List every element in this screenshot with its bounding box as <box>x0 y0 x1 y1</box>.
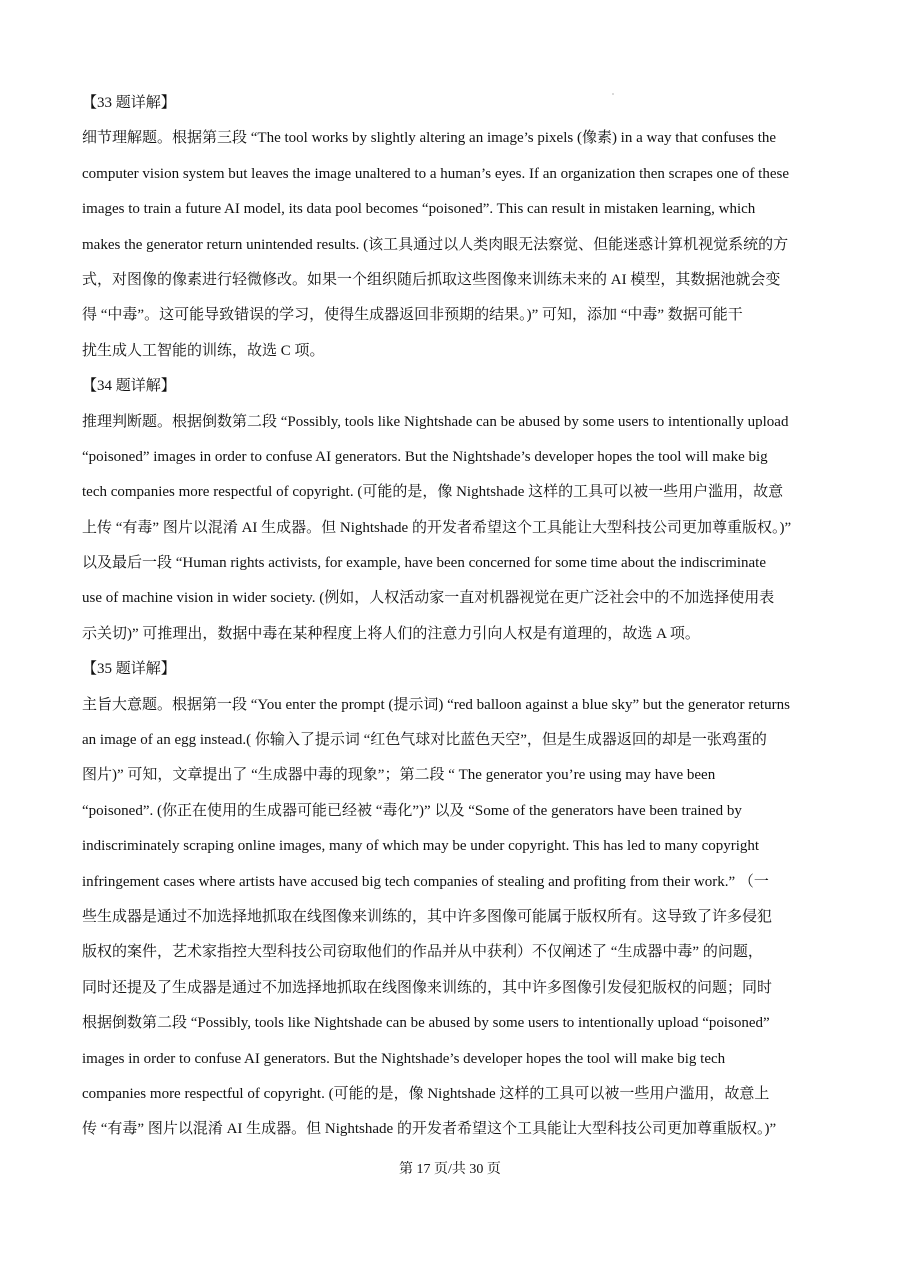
text-line: 版权的案件，艺术家指控大型科技公司窃取他们的作品并从中获利）不仅阐述了 “生成器中毒” 的问题， <box>82 944 763 961</box>
text-line: images to train a future AI model, its data pool becomes “poisoned”. This can result in mistaken learning, which <box>82 201 756 218</box>
text-line: companies more respectful of copyright. (可能的是，像 Nightshade 这样的工具可以被一些用户滥用，故意上 <box>82 1085 770 1102</box>
text-line: 得 “中毒”。这可能导致错误的学习，使得生成器返回非预期的结果。)” 可知，添加 “中毒” 数据可能干 <box>82 307 743 324</box>
text-line: 扰生成人工智能的训练，故选 C 项。 <box>82 342 325 359</box>
document-body <box>82 86 822 1148</box>
text-line: use of machine vision in wider society. (例如，人权活动家一直对机器视觉在更广泛社会中的不加选择使用表 <box>82 590 775 607</box>
text-line: 以及最后一段 “Human rights activists, for example, have been concerned for some time about the indiscriminate <box>82 555 766 572</box>
text-line: indiscriminately scraping online images, many of which may be under copyright. This has led to many copyright <box>82 838 760 855</box>
text-line: “poisoned”. (你正在使用的生成器可能已经被 “毒化”)” 以及 “Some of the generators have been trained by <box>82 802 742 819</box>
page-number: 第 17 页/共 30 页 <box>399 1162 501 1177</box>
text-line: 根据倒数第二段 “Possibly, tools like Nightshade can be abused by some users to intentionally upload “poisoned” <box>82 1015 770 1032</box>
text-line: 主旨大意题。根据第一段 “You enter the prompt (提示词) “red balloon against a blue sky” but the generator returns <box>82 696 790 713</box>
heading-q33: 【33 题详解】 <box>82 95 176 111</box>
text-line: 些生成器是通过不加选择地抓取在线图像来训练的，其中许多图像可能属于版权所有。这导致了许多侵犯 <box>82 908 773 925</box>
text-line: 图片)” 可知，文章提出了 “生成器中毒的现象”；第二段 “ The generator you’re using may have been <box>82 767 716 784</box>
text-line: tech companies more respectful of copyright. (可能的是，像 Nightshade 这样的工具可以被一些用户滥用，故意 <box>82 484 784 501</box>
text-line: “poisoned” images in order to confuse AI generators. But the Nightshade’s developer hopes the tool will make big <box>82 448 768 465</box>
text-line: computer vision system but leaves the image unaltered to a human’s eyes. If an organization then scrapes one of these <box>82 165 790 182</box>
text-line: 细节理解题。根据第三段 “The tool works by slightly altering an image’s pixels (像素) in a way that confuses the <box>82 130 777 147</box>
text-line: 推理判断题。根据倒数第二段 “Possibly, tools like Nightshade can be abused by some users to intentionally upload <box>82 413 789 430</box>
text-line: images in order to confuse AI generators. But the Nightshade’s developer hopes the tool will make big tech <box>82 1050 726 1067</box>
text-line: 式，对图像的像素进行轻微修改。如果一个组织随后抓取这些图像来训练未来的 AI 模型，其数据池就会变 <box>82 271 781 288</box>
text-line: makes the generator return unintended results. (该工具通过以人类肉眼无法察觉、但能迷惑计算机视觉系统的方 <box>82 236 789 253</box>
text-line: 同时还提及了生成器是通过不加选择地抓取在线图像来训练的，其中许多图像引发侵犯版权的问题；同时 <box>82 979 773 996</box>
text-line: infringement cases where artists have accused big tech companies of stealing and profiting from their work.” （一 <box>82 873 769 890</box>
text-line: 示关切)” 可推理出，数据中毒在某种程度上将人们的注意力引向人权是有道理的，故选 A 项。 <box>82 625 700 642</box>
heading-q35: 【35 题详解】 <box>82 661 176 678</box>
text-line: an image of an egg instead.( 你输入了提示词 “红色气球对比蓝色天空”，但是生成器返回的却是一张鸡蛋的 <box>82 732 767 749</box>
text-line: 上传 “有毒” 图片以混淆 AI 生成器。但 Nightshade 的开发者希望这个工具能让大型科技公司更加尊重版权。)” <box>82 519 792 536</box>
text-line: 传 “有毒” 图片以混淆 AI 生成器。但 Nightshade 的开发者希望这个工具能让大型科技公司更加尊重版权。)” <box>82 1121 777 1138</box>
heading-q34: 【34 题详解】 <box>82 378 176 395</box>
